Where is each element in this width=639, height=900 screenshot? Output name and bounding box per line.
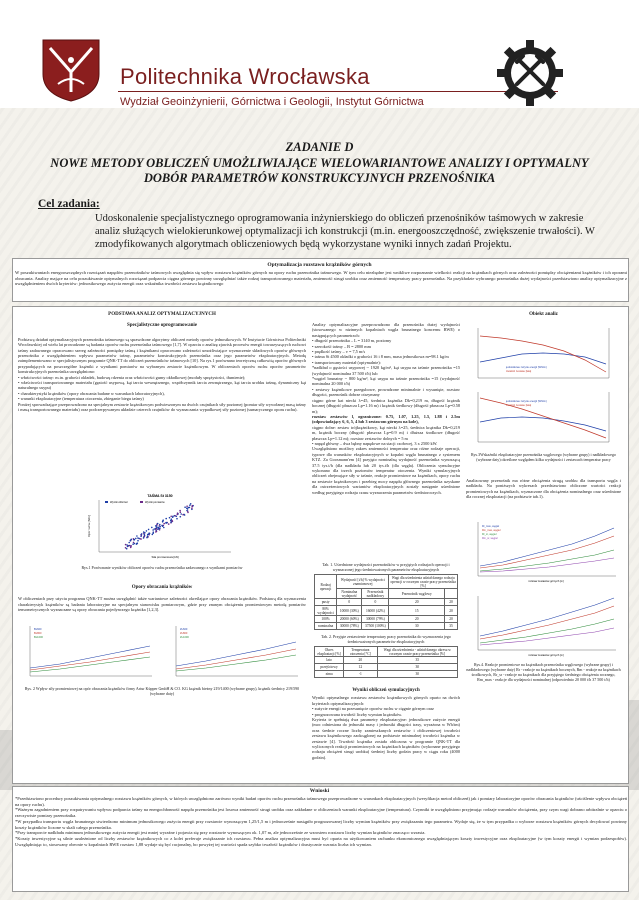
fig1-point <box>136 535 138 537</box>
department-name: Wydział Geoinżynierii, Górnictwa i Geologii, Instytut Górnictwa <box>120 96 424 108</box>
left-section-title: PODSTAWA ANALIZ OPTYMALIZACYJNYCH <box>108 312 216 317</box>
results-bullet-1: • zużycie energii na przesunięcie oporów ruchu w cięgnie górnym oraz <box>312 706 434 712</box>
fig2-caption: Rys. 2 Wpływ siły promieniowej na opór obracania krążników firmy Artur Küpper GmbH & CO. KG krążnik bieżny 219/1400 (wybrane grupy), krążnik średnicy 219/590 (wybrane daty) <box>24 686 300 696</box>
fig2-left-legend-1: BL600 <box>34 628 42 631</box>
table-row <box>315 671 458 678</box>
fig1-point <box>148 534 150 536</box>
conclusion-item-5: *Koszty inwestycyjne są silnie uzależnione od liczby zestawów krążnikowych co z kolei preferuje zwiększanie ich rozstawu. Pełna analiza optymalizacyjna musi być oparta na użytkowaniem rachunku ekonomicznego uwzględniającym koszty inwestycyjne oraz eksploatacyjne (w tym koszty energii i wymian podzespołów). Uwzględniając to, stosowany obecnie w kopalniach RWE rozstaw 1,88 wydaje się być racjonalny, bo powyżej tej wartości spada szybko trwałość krążników i drastycznie wzrasta liczba ich wymian. <box>15 835 627 847</box>
fig1-point <box>186 510 188 512</box>
left-bullet-4: • warunki eksploatacyjne (temperatura otoczenia, zbieganie biegu taśmy) <box>18 396 144 402</box>
table-cell: 100% <box>315 616 337 623</box>
fig1-point <box>170 516 172 518</box>
conclusions-title: Wnioski <box>309 788 330 794</box>
fig1-point <box>156 527 158 529</box>
fig1-point <box>182 514 184 516</box>
table-cell: 30000 (78%) <box>337 623 362 630</box>
fig2-left-legend-2: BL800 <box>34 632 42 635</box>
fig1-point <box>136 543 138 545</box>
fig1-point <box>135 538 137 540</box>
left-bullet-2-text: właściwości transportowanego materiału (gęstość usypową, kąt tarcia wewnętrznego, współczynnik tarcia zewnętrznego, kąt tarcia urobku taśmę, dynamiczny kąt naturalnego usypu) <box>18 380 306 391</box>
right-section-title: Obiekt analiz <box>529 312 558 317</box>
table-row <box>315 599 458 606</box>
param-9: cięgno górne kat niecki λ=45, średnica krążnika Dk=0,219 m, długość krążnik bocznej (długość płaszcza Lp=1.16 m) i krążnik średkowy (długość płaszcza Lp=0.58 m); <box>312 397 460 414</box>
left-intro-text: Podstawą działań optymalizacyjnych przenośnika taśmowego są sprawdzone algorytmy obliczeń metody oporów jednostkowych. W Instytucie Górnictwa Politechniki Wrocławskiej od wielu lat prowadzone są badania oporów ruchu przenośnika taśmowego [1,7]. W oparciu o analizę zjawisk procesów energii towarzyszących ruchowi taśmy zadawanego opracowano szereg zależności pomiędzy taśmą i krążnikami opracowano zależności umożliwiające wyznaczenie składowych oporów głównych przenośnika z uwzględnieniem wpływu parametrów taśmy, parametrów konstrukcyjnych przenośnika oraz jego parametrów eksploatacyjnych. Metodę zaimplementowano w specjalistycznym programie QNK-TT do obliczeń przenośników taśmowych [10]. Na rys.1 porównano teoretyczną całkowitą oporów głównych przypadających na poszczególne krążniki z wynikami pomiarów na wybranym zestawie krążnikowym. W obliczeniach oporów ruchu oporów parametrów konstrukcyjnych przenośnika uwzględniono: <box>18 336 306 375</box>
fig1-point <box>170 521 172 523</box>
resistance-title: Opory obracania krążników <box>131 585 193 590</box>
left-subsection-title: Specjalistyczne oprogramowanie <box>126 323 198 329</box>
param-5-text: transportowany materiał (optymalnie): <box>314 359 381 365</box>
fig1-legend-1: Wyniki obliczeń <box>110 501 128 504</box>
fig1-point <box>132 543 134 545</box>
fig1-point <box>130 545 132 547</box>
fig1-point <box>165 518 167 520</box>
fig2-right-chart <box>166 622 302 682</box>
fig3-chart-overburden <box>466 388 621 448</box>
fig1-point <box>134 543 136 545</box>
fig3b-legend-2: trwałość zestawu [lata] <box>506 404 532 407</box>
fig1-point <box>126 548 128 550</box>
table-cell: 20 <box>389 599 445 606</box>
fig4a-xlabel: rozstaw zestawów górnych [m] <box>528 580 564 583</box>
table-cell: zima <box>315 671 344 678</box>
left-bullet-3: • charakterystyki krążników (opory obracania badane w warunkach laboratoryjnych), <box>18 390 165 396</box>
fig1-point <box>187 512 189 514</box>
param-12: • napęd główny – dwa bębny napędowe na stacji czołowej, 3 x 2500 kW. <box>312 440 438 446</box>
fig2-left-chart <box>20 622 156 682</box>
fig1-point <box>155 529 157 531</box>
resistance-text: W obliczeniach przy użyciu programu QNK-TT można uwzględnić także wariantowe zależności określające opory obracania krążników. Podstawą dla wyznaczenia charakterystyk krążników są badania laboratoryjne na specjalnym stanowisku pomiarowym, gdzie przy znanym obciążeniu promieniowym metodą pomiarów tensometrycznych wyznaczane są opory obracania pojedynczego krążnika [1,2,3]. <box>18 596 306 613</box>
table-cell: 37500 (100%) <box>362 623 389 630</box>
table-cell: 16000 (42%) <box>362 606 389 616</box>
fig1-point <box>133 539 135 541</box>
fig1-point <box>186 505 188 507</box>
fig1-point <box>147 535 149 537</box>
fig1-point <box>137 537 139 539</box>
fig1-point <box>190 503 192 505</box>
param-3: • prędkość taśmy – v = 7,5 m/s <box>312 349 366 355</box>
fig4a-legend-1: Rr_max, węgiel <box>482 525 500 528</box>
fig1-point <box>127 546 129 548</box>
fig1-point <box>152 529 154 531</box>
tab2-caption: Tab. 2. Przyjęte zestawienie temperatury pracy przenośnika do wyznaczenia jego średnioważonych parametrów eksploatacyjnych <box>321 634 451 644</box>
table-cell: 35 <box>377 657 457 664</box>
left-bullet-2: • właściwości transportowanego materiału (gęstość usypową, kąt tarcia wewnętrznego, współczynnik tarcia zewnętrznego, kąt tarcia urobku taśmę, dynamiczny kąt naturalnego usypu) <box>18 380 306 391</box>
fig1-point <box>146 530 148 532</box>
right-text: Analizowany przenośnik ma różne obciążenia strugą urobku dla transportu węgla i nadkładu. Na poniższych wykresach przedstawiono obliczone wartości reakcji promieniowych na krążnikach, wyznaczone dla obciążenia nominalnego oraz uśrednione dla rocznej eksploatacji (na podstawie tab.1). <box>466 478 621 500</box>
fig2-right-legend-1: ZL600 <box>180 628 188 631</box>
param-2-text: szerokość taśmy – B = 2800 mm <box>314 343 371 349</box>
left-bullet-4-text: warunki eksploatacyjne (temperatura otoczenia, zbieganie biegu taśmy) <box>20 396 144 402</box>
fig3a-background <box>466 324 621 384</box>
tab1-header-3: Wagi dla uśrednienia udział danego rodzaju operacji w rocznym czasie pracy przenośnika [%] <box>390 575 456 588</box>
table-row <box>315 616 458 623</box>
table-cell: 20 <box>445 616 458 623</box>
tab1-subheader-2: Przenośnik nadkładowy <box>362 589 389 599</box>
university-logo-icon <box>40 38 102 102</box>
fig1-point <box>128 542 130 544</box>
fig1-point <box>169 517 171 519</box>
fig1-legend-swatch-2 <box>140 501 143 503</box>
fig1-point <box>157 523 159 525</box>
fig1-point <box>177 512 179 514</box>
fig1-point <box>144 536 146 538</box>
fig1-point <box>180 511 182 513</box>
conclusions-text <box>15 796 627 847</box>
optimization-text: W poszukiwaniach energooszczędnych rozwiązań napędów przenośników taśmowych uwzględnia się wpływ rozstawu krążników górnych na opory ruchu przenośnika taśmowego. W tym celu niezbędne jest wnikliwe rozpoznanie wielkości reakcji na krążnikach górnych oraz zależności pomiędzy obciążeniami krążników i ich oporami obracania. Analizy mające na celu poszukiwanie optymalnych rozwiązań podparcia cięgna górnego powinny uwzględniać także rodzaj transportowanego materiału, zmienność strugi urobku oraz zmienność temperatury pracy przenośnika. Na przykładzie wybranego przenośnika dużej wydajności przedstawiono analizy optymalizacyjne z uwzględnieniem dwóch kryteriów: jednostkowego zużycia energii oraz wskaźnika trwałości zestawu krążnikowego <box>15 270 627 287</box>
fig1-point <box>137 540 139 542</box>
fig1-point <box>153 531 155 533</box>
fig4-chart-coal <box>466 518 621 584</box>
fig1-point <box>168 523 170 525</box>
fig1-title: TAŚMA St 3150 <box>147 494 173 498</box>
table-cell: lato <box>315 657 344 664</box>
table-cell: 20 <box>445 606 458 616</box>
fig2-left-legend-3: BL1000 <box>34 636 43 639</box>
left-column <box>18 312 306 413</box>
table-cell: 20 <box>445 599 458 606</box>
fig1-point <box>180 516 182 518</box>
results-text-2: Kryteria te spełniają dwa parametry eksploatacyjne: jednostkowe zużycie energii (moc odniesiona do jednostki masy i jednostki długości trasy, wyrażona w Wh/tm) oraz średnie roczne liczby zamieszkanych zestawów i obliczeniowej trwałości zestawu krążnikowego zaokrąglonej na podstawie minimalnej trwałości krążnika w zestawie [4]. Trwałość krążnika została obliczona w programie QNK-TT dla wyliczonych reakcji promieniowych na krążnikach krążników (wykonane przyjętego rodzaju obciążeń strugi urobku) średniej liczby godzin pracy w ciągu roku (4000 godzin). <box>312 717 460 760</box>
fig2-right-legend-2: ZL800 <box>180 632 188 635</box>
table-row <box>315 664 458 671</box>
fig1-point <box>159 524 161 526</box>
conclusion-item-3: *W przypadku transportu węgla brunatnego stwierdzono minimum jednostkowego zużycia energii przy rozstawie wynoszącym 1,25/1,5 m i jednocześnie nastąpiło prognozowanej liczby wymian krążników przy zwiększaniu tego parametru. Wydaje się, że w tym przypadku o wyborze rozstawu krążników górnych decydować powinny koszty krążników liczone w skali całego przenośnika. <box>15 818 627 830</box>
table-row <box>315 606 458 616</box>
fig1-point <box>131 539 133 541</box>
middle-intro: Analizy optymalizacyjne przeprowadzono dla przenośnika dużej wydajności (stosowanego w nizinnych kopalniach węgla brunatnego koncernu RWE) o następujących parametrach: <box>312 322 460 338</box>
results-text: Wyniki optymalnego rozstawu zestawów krążnikowych górnych oparto na dwóch kryteriach optymalizacyjnych: <box>312 695 460 706</box>
table-row <box>315 623 458 630</box>
task-title <box>20 156 619 186</box>
fig3a-legend-1: jednostkowe zużycie energii (Wh/tm) <box>506 366 547 369</box>
fig1-caption: Rys.1 Porównanie wyników obliczeń oporów ruchu przenośnika zadawanego z wynikami pomiarów <box>81 565 243 570</box>
optimization-title: Optymalizacja rozstawu krążników górnych <box>267 262 372 268</box>
conclusion-item-4: *Przy transporcie nadkładu minimum jednostkowego zużycia energii jest mniej wyraźne i pojawia się przy rozstawie wynoszącym ok. 1,07 m, ale jednocześnie ze wzrostem rozstawu liczby wymian krążników znacząco wzrasta. <box>15 830 426 836</box>
fig3-chart-coal <box>466 324 621 384</box>
resistance-section <box>18 585 306 613</box>
results-bullet-2: • prognozowana trwałość liczby wymian krążników. <box>312 711 403 717</box>
fig1-point <box>189 504 191 506</box>
fig1-point <box>170 520 172 522</box>
fig4-caption: Rys.4. Reakcje promieniowe na krążnikach przenośnika węglowego (wybrane grupy) i nadkładowego (wybrane daty) Rr - reakcje na krążnikach bocznych, Rm - reakcje na krążnikach środkowych, Rr_sr - reakcje na krążnikach dla przyjętego średniego obciążenia rocznego, Rm_max - reakcje dla wydajności nominalnej (odpowiednio 20 000 t/h 37 500 t/h) <box>466 662 621 682</box>
tab2-header-3: Wagi dla uśrednienia - udział danego okresu w rocznym czasie pracy przenośnika [%] <box>377 647 457 657</box>
fig3-caption: Rys.3Wskaźniki eksploatacyjne przenośnika węglowego (wybrane grupy) i nadkładowego (wybrane daty) określone względem kilku wydajności i zestawach temperatur pracy <box>471 452 616 462</box>
param-8-text: zestawy krążnikowe przegubowe, prowadzone minimalnie i wysunięte, rozstaw długości, przenośnik dobrze otrzymany <box>312 386 460 398</box>
fig1-point <box>191 508 193 510</box>
param-10: rozstaw zestawów l, ograniczone: 0.75, 1.07, 1.25, 1.5, 1.88 i 2.5m (odpowiadający 6, 6, 5, 4 lub 3 zestawom górnym na kole), <box>312 413 460 425</box>
fig4-chart-overburden <box>466 592 621 658</box>
param-7: *węgiel brunatny ~ 800 kg/m³, kąt usypu na taśmie przenośnika =15 (wydajność nominalna 20 000 t/h) <box>312 376 460 387</box>
left-bullet-3-text: charakterystyki krążników (opory obracania badane w warunkach laboratoryjnych), <box>20 390 165 396</box>
table-cell: 20 <box>389 616 445 623</box>
fig1-point <box>187 508 189 510</box>
param-5: • transportowany materiał (optymalnie): <box>312 359 381 365</box>
fig4a-legend-3: Rr_sr, węgiel <box>482 533 497 536</box>
fig1-point <box>180 513 182 515</box>
fig4b-xlabel: rozstaw zestawów górnych [m] <box>528 654 564 657</box>
fig1-point <box>125 544 127 546</box>
param-1-text: długość przenośnika – L = 3140 m, poziomy <box>314 338 392 344</box>
param-6: *nadkład o gęstości usypowej ~ 1920 kg/m³, kąt usypu na taśmie przenośnika =15 (wydajność nominalna 37 500 t/h) lub <box>312 365 460 376</box>
table-cell: pusty <box>315 599 337 606</box>
table-cell: 30 <box>377 664 457 671</box>
tab1-caption: Tab. 1. Uśrednione wydajności przenośników w przyjętych rodzajach operacji i wyznaczonej jego średnioważonych parametrów eksploatacyjnych <box>322 562 450 572</box>
middle-column <box>312 322 460 495</box>
fig1-point <box>176 516 178 518</box>
param-8: • zestawy krążnikowe przegubowe, prowadzone minimalnie i wysunięte, rozstaw długości, przenośnik dobrze otrzymany <box>312 386 460 398</box>
table-cell: 30 <box>389 623 445 630</box>
fig1-point <box>184 514 186 516</box>
fig1-point <box>144 534 146 536</box>
fig4a-legend-2: Rm_max, węgiel <box>482 529 501 532</box>
fig2-left-background <box>20 622 156 682</box>
table-1 <box>314 574 458 630</box>
results-bullet-2-text: prognozowana trwałość liczby wymian krążników. <box>314 711 403 717</box>
table-cell: 30 <box>377 671 457 678</box>
left-bullet-1: • właściwości taśmy: m.in. grubości okładek, budowę rdzenia oraz właściwości gumy okładkowej (moduły sprężystości, tłumienie); <box>18 374 246 380</box>
tab1-header-1: Rodzaj operacji <box>315 575 337 599</box>
fig1-point <box>162 525 164 527</box>
fig1-point <box>158 528 160 530</box>
table-cell: 20000 (60%) <box>337 616 362 623</box>
fig3a-legend-2: trwałość zestawu [lata] <box>506 370 532 373</box>
table-cell: przejściowy <box>315 664 344 671</box>
fig1-point <box>155 531 157 533</box>
left-text-2: Poniżej sprowadzające przeprowadzono na specjalnym zestawie krążnikowym podwieszonym na dwóch czujnikach siły poziomej (pomiar siły wywołanej masą taśmy i masą transportowanego materiału) oraz podczerpywanym układzie czterech czujników do wyznaczania wypadkowej siły poziomej (sumarycznego oporu ruchu). <box>18 401 306 413</box>
param-2: • szerokość taśmy – B = 2800 mm <box>312 343 371 349</box>
tab1-subheader-1: Nominalna wydajność <box>337 589 362 599</box>
results-section <box>312 688 460 760</box>
fig1-point <box>130 540 132 542</box>
task-label: ZADANIE D <box>285 140 354 154</box>
fig1-legend-swatch-1 <box>105 501 108 503</box>
fig1-point <box>126 544 128 546</box>
fig1-point <box>163 527 165 529</box>
table-cell: 80% wydajności <box>315 606 337 616</box>
mining-institute-logo-icon <box>497 40 563 106</box>
tab1-header-2: Wydajność [t/h] % wydajności znamionowej <box>337 575 389 589</box>
param-3-text: prędkość taśmy – v = 7,5 m/s <box>314 349 366 355</box>
tab1-subheader-3: Przenośnik węglowy <box>389 589 445 599</box>
fig1-point <box>176 518 178 520</box>
table-cell: 30000 (79%) <box>362 616 389 623</box>
title-divider <box>118 91 558 92</box>
university-name: Politechnika Wrocławska <box>120 64 370 89</box>
fig1-scatter-chart <box>85 492 235 560</box>
middle-text-2: Uwzględniono możliwy zakres zmienności temperatur oraz różne rodzaje operacji, typowe dla warunków eksploatacyjnych w kopalni węgla brunatnego z systemem KTZ. Za Goosmann'em [4] przyjęto nominalną wydajność przenośnika wynoszącą 37.5 tys.t/h (dla nadkładu lub 20 tys.t/h (dla węgla). Obliczenia symulacyjne wykonano dla trzech poziomów temperatur otoczenia. Wyniki symulacyjnych obliczeń obejmujące siły w taśmie, reakcje promieniowe na krążnikach, opory ruchu na zestawie krążnikowym i przebieg mocy napędu głównego przenośnika uzyskane dla ostrzeżeniowych wariantów eksploatacyjnych zostały następnie uśrednione według przyjętego rodzaju czasu wyznaczenia parametrów średnioroczych. <box>312 446 460 495</box>
goal-text: Udoskonalenie specjalistycznego oprogramowania inżynierskiego do obliczeń przenośników taśmowych w zakresie analiz służących wielokierunkowej optymalizacji ich konstrukcji (m.in. energooszczędność, zwiększenie trwałości). W zmodyfikowanych algorytmach obliczeniowych będą wykorzystane wyniki innych zadań Projektu. <box>95 213 595 250</box>
fig1-legend-2: Wyniki pomiarów <box>145 501 165 504</box>
tab2-header-2: Temperatura otoczenia [°C] <box>344 647 377 657</box>
param-4: • taśma St 4500 okładki o grubości 16 i 8 mm, masa jednostkowa m=98.1 kg/m <box>312 354 449 360</box>
fig3b-legend-1: jednostkowe zużycie energii (Wh/tm) <box>506 400 547 403</box>
goal-label: Cel zadania: <box>38 198 100 210</box>
table-cell: nominalna <box>315 623 337 630</box>
task-title-line2: DOBÓR PARAMETRÓW KONSTRUKCYJNYCH PRZENOŚNIKA <box>143 171 496 185</box>
table-cell: -1 <box>344 671 377 678</box>
fig1-point <box>159 526 161 528</box>
fig1-point <box>151 527 153 529</box>
fig1-point <box>179 510 181 512</box>
fig2-right-legend-3: ZL1000 <box>180 636 189 639</box>
fig1-point <box>166 522 168 524</box>
fig1-xlabel: Siła promieniowa [kN] <box>151 555 179 559</box>
fig1-point <box>192 505 194 507</box>
fig1-ylabel: Opór ruchu [N/m] <box>87 515 91 537</box>
param-4-text: taśma St 4500 okładki o grubości 16 i 8 mm, masa jednostkowa m=98.1 kg/m <box>314 354 449 360</box>
conclusion-item-2: *Ważnym zagadnieniem przy rozpatrywaniu wpływu podparcia taśmy na energochłonność napędu przenośnika jest losowa zmienność strugi urobku oraz zakładane w obliczeniach warunki eksploatacyjne (temperatura). Czynniki te uwzględniono przyjmując rodzaje warunków obciążenia, przy czym wagi dobrano arbitralnie w oparciu o rzeczywiste pomiary przenośnika. <box>15 807 627 819</box>
table-cell: 20 <box>344 657 377 664</box>
table-cell: 12 <box>344 664 377 671</box>
fig1-point <box>172 516 174 518</box>
param-12-text: napęd główny – dwa bębny napędowe na stacji czołowej, 3 x 2500 kW. <box>314 440 438 446</box>
table-row <box>315 657 458 664</box>
fig1-point <box>140 536 142 538</box>
fig1-point <box>140 538 142 540</box>
table-cell: 10000 (30%) <box>337 606 362 616</box>
conclusion-item-1: *Przedstawiono procedury poszukiwania optymalnego rozstawu krążników górnych, w których uwzględniono zarówno wyniki badań oporów ruchu przenośnika taśmowego przeprowadzone w warunkach eksploatacyjnych (weryfikacja metod obliczeń) jak i pomiary laboratoryjne oporów obracania krążników (uściślenie wpływu obciążeń na opory ruchu). <box>15 796 627 807</box>
param-1: • długość przenośnika – L = 3140 m, poziomy <box>312 338 392 344</box>
fig1-point <box>163 523 165 525</box>
results-title: Wyniki obliczeń symulacyjnych <box>352 688 420 693</box>
param-11: cięgno dolne: zestaw trójkrążnikowy, kąt niecki λ=25, średnica krążnika Dk=0,219 m, krążnik boczny (długość płaszcza Lp=0.9 m) i dłuższa środkowe (długość płaszcza Lp=1.12 m); rozstaw zestawów dolnych = 5 m <box>312 424 460 441</box>
fig1-point <box>152 534 154 536</box>
fig1-point <box>143 531 145 533</box>
tab2-header-1: Okres eksploatacji [%] <box>315 647 344 657</box>
fig1-point <box>172 520 174 522</box>
fig1-point <box>162 519 164 521</box>
fig1-point <box>148 529 150 531</box>
results-bullet-1-text: zużycie energii na przesunięcie oporów ruchu w cięgnie górnym oraz <box>314 706 434 712</box>
fig4a-legend-4: Rm_sr, węgiel <box>482 537 498 540</box>
fig1-point <box>184 506 186 508</box>
table-2 <box>314 646 458 678</box>
table-cell: 0 <box>337 599 362 606</box>
fig1-point <box>189 507 191 509</box>
left-bullet-1-text: właściwości taśmy: m.in. grubości okładek, budowę rdzenia oraz właściwości gumy okładkowej (moduły sprężystości, tłumienie); <box>20 374 246 380</box>
task-title-line1: NOWE METODY OBLICZEŃ UMOŻLIWIAJĄCE WIELOWARIANTOWE ANALIZY I OPTYMALNY <box>50 156 589 170</box>
table-cell: 0 <box>362 599 389 606</box>
table-cell: 35 <box>445 623 458 630</box>
table-cell: 15 <box>389 606 445 616</box>
fig4b-background <box>466 592 621 658</box>
